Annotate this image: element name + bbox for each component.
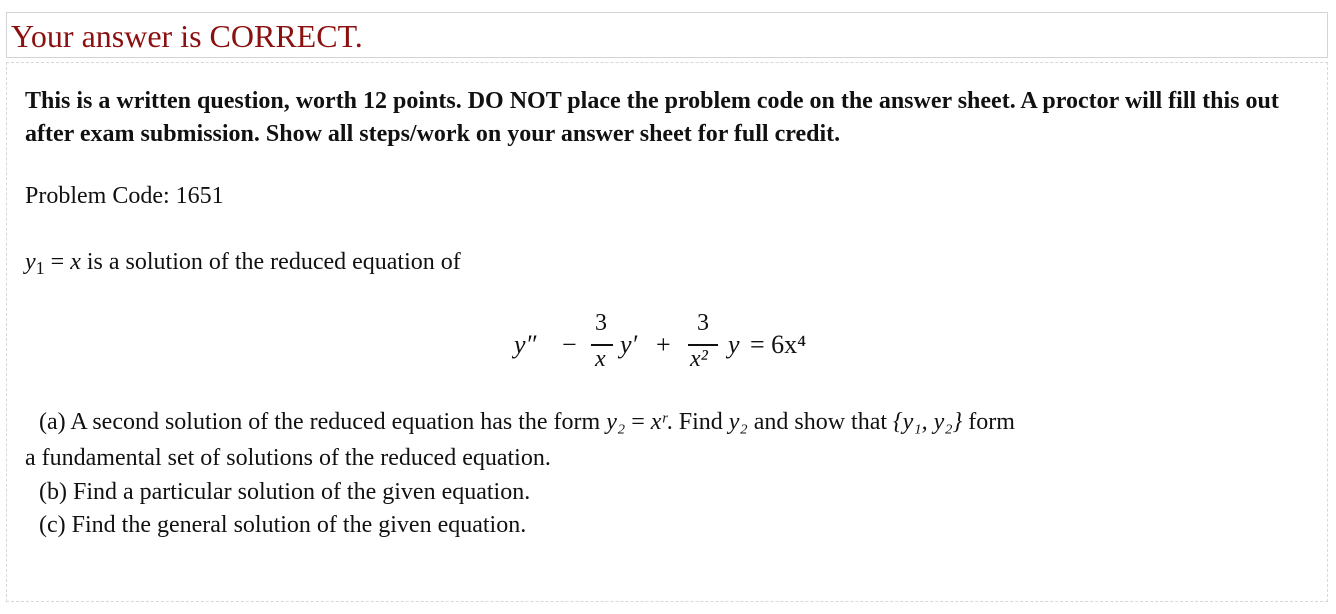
part-a-text2: . Find <box>666 409 729 435</box>
part-c: (c) Find the general solution of the given equation. <box>39 512 527 538</box>
part-a-text3: and show that <box>747 409 894 435</box>
eq-y-double-prime: y″ <box>514 330 537 359</box>
eq-y: y <box>728 330 740 359</box>
part-a-solution-set: {y₁, y₂} <box>893 409 963 435</box>
result-message: Your answer is CORRECT. <box>11 18 363 54</box>
intro-equals: = <box>44 249 71 275</box>
eq-rhs: = 6x⁴ <box>750 330 807 359</box>
eq-frac1-denominator: x <box>595 346 606 372</box>
y1-subscript: 1 <box>35 258 45 278</box>
part-a-text4: form <box>962 409 1015 435</box>
part-a-equals: = <box>625 409 651 435</box>
eq-frac1-numerator: 3 <box>595 310 607 336</box>
part-a-y2: y₂ <box>606 409 626 435</box>
intro-x: x <box>70 249 81 275</box>
question-box <box>6 62 1328 602</box>
part-a-y2-again: y₂ <box>728 409 748 435</box>
eq-y-prime: y′ <box>620 330 638 359</box>
intro-text: is a solution of the reduced equation of <box>80 249 461 275</box>
part-a-xr: xʳ <box>650 409 667 435</box>
intro-statement <box>25 249 461 276</box>
eq-frac2-numerator: 3 <box>697 310 709 336</box>
part-a-text1: (a) A second solution of the reduced equation has the form <box>39 409 607 435</box>
eq-plus: + <box>656 330 671 359</box>
differential-equation <box>514 310 844 382</box>
y1-symbol: y <box>25 249 36 275</box>
part-a-continuation: a fundamental set of solutions of the reduced equation. <box>25 445 551 471</box>
part-b: (b) Find a particular solution of the given equation. <box>39 479 531 505</box>
question-instructions: This is a written question, worth 12 points. DO NOT place the problem code on the answer sheet. A proctor will fill this out after exam submission. Show all steps/work on your answer sheet for full credit. <box>25 88 1279 147</box>
eq-minus: − <box>562 330 577 359</box>
part-a <box>39 409 1015 436</box>
result-banner <box>6 12 1328 58</box>
eq-frac2-denominator: x² <box>690 346 708 372</box>
problem-code: Problem Code: 1651 <box>25 183 224 209</box>
